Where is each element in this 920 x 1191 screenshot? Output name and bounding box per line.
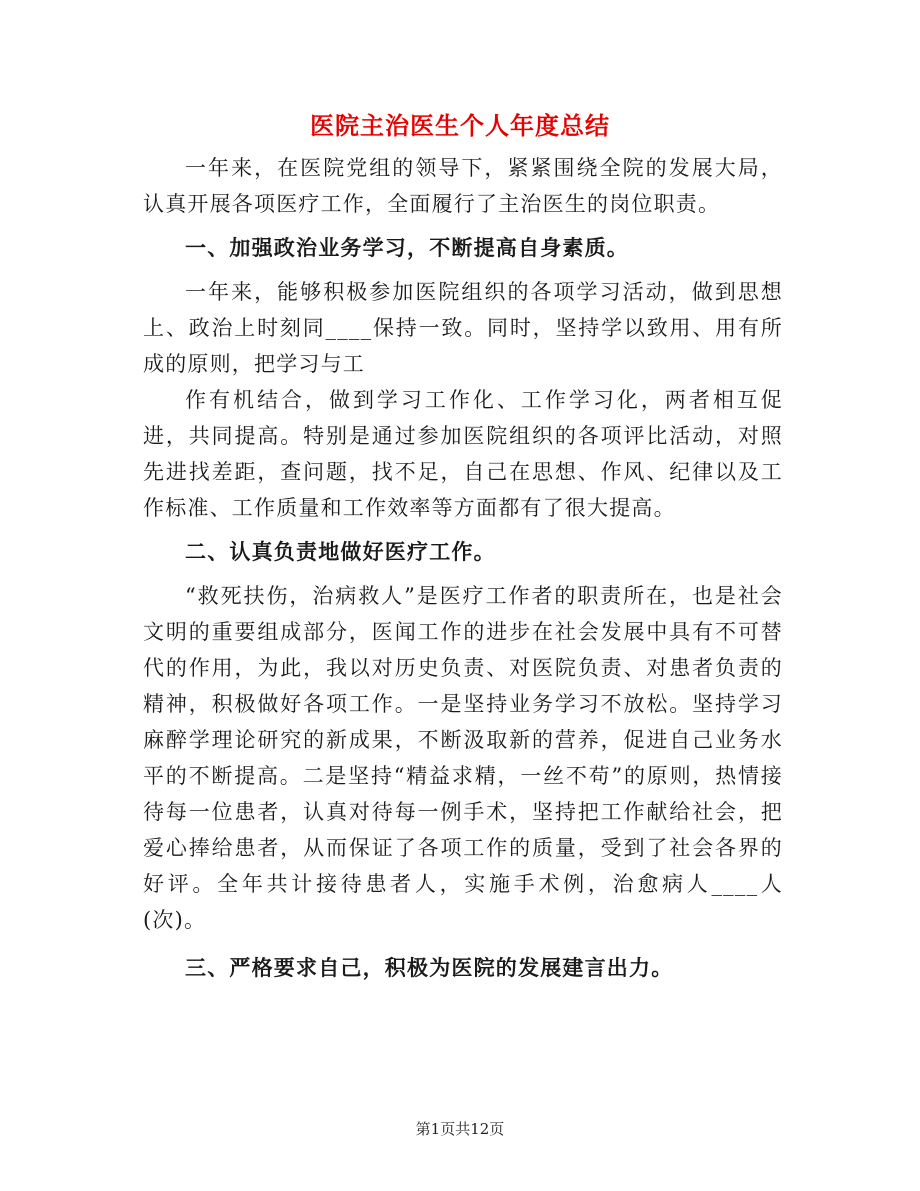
intro-paragraph: 一年来，在医院党组的领导下，紧紧围绕全院的发展大局，认真开展各项医疗工作，全面履行了主治医生的岗位职责。 [143, 156, 783, 216]
section-heading-1: 一、加强政治业务学习，不断提高自身素质。 [185, 236, 629, 260]
document-body [143, 150, 783, 994]
section-2-paragraph: “救死扶伤，治病救人”是医疗工作者的职责所在，也是社会文明的重要组成部分，医闻工作的进步在社会发展中具有不可替代的作用，为此，我以对历史负责、对医院负责、对患者负责的精神，积极做好各项工作。一是坚持业务学习不放松。坚持学习麻醉学理论研究的新成果，不断汲取新的营养，促进自己业务水平的不断提高。二是坚持“精益求精，一丝不苟”的原则，热情接待每一位患者，认真对待每一例手术，坚持把工作献给社会，把爱心捧给患者，从而保证了各项工作的质量，受到了社会各界的好评。全年共计接待患者人，实施手术例，治愈病人____人(次)。 [143, 584, 783, 932]
section-heading-2: 二、认真负责地做好医疗工作。 [185, 540, 496, 564]
section-1-paragraph-1: 一年来，能够积极参加医院组织的各项学习活动，做到思想上、政治上时刻同____保持一致。同时，坚持学以致用、用有所成的原则，把学习与工 [143, 280, 783, 376]
section-1-paragraph-2: 作有机结合，做到学习工作化、工作学习化，两者相互促进，共同提高。特别是通过参加医院组织的各项评比活动，对照先进找差距，查问题，找不足，自己在思想、作风、纪律以及工作标准、工作质量和工作效率等方面都有了很大提高。 [143, 388, 783, 520]
section-heading-3: 三、严格要求自己，积极为医院的发展建言出力。 [185, 956, 674, 980]
document-title: 医院主治医生个人年度总结 [310, 112, 610, 140]
page-number: 第1页共12页 [415, 1120, 505, 1138]
